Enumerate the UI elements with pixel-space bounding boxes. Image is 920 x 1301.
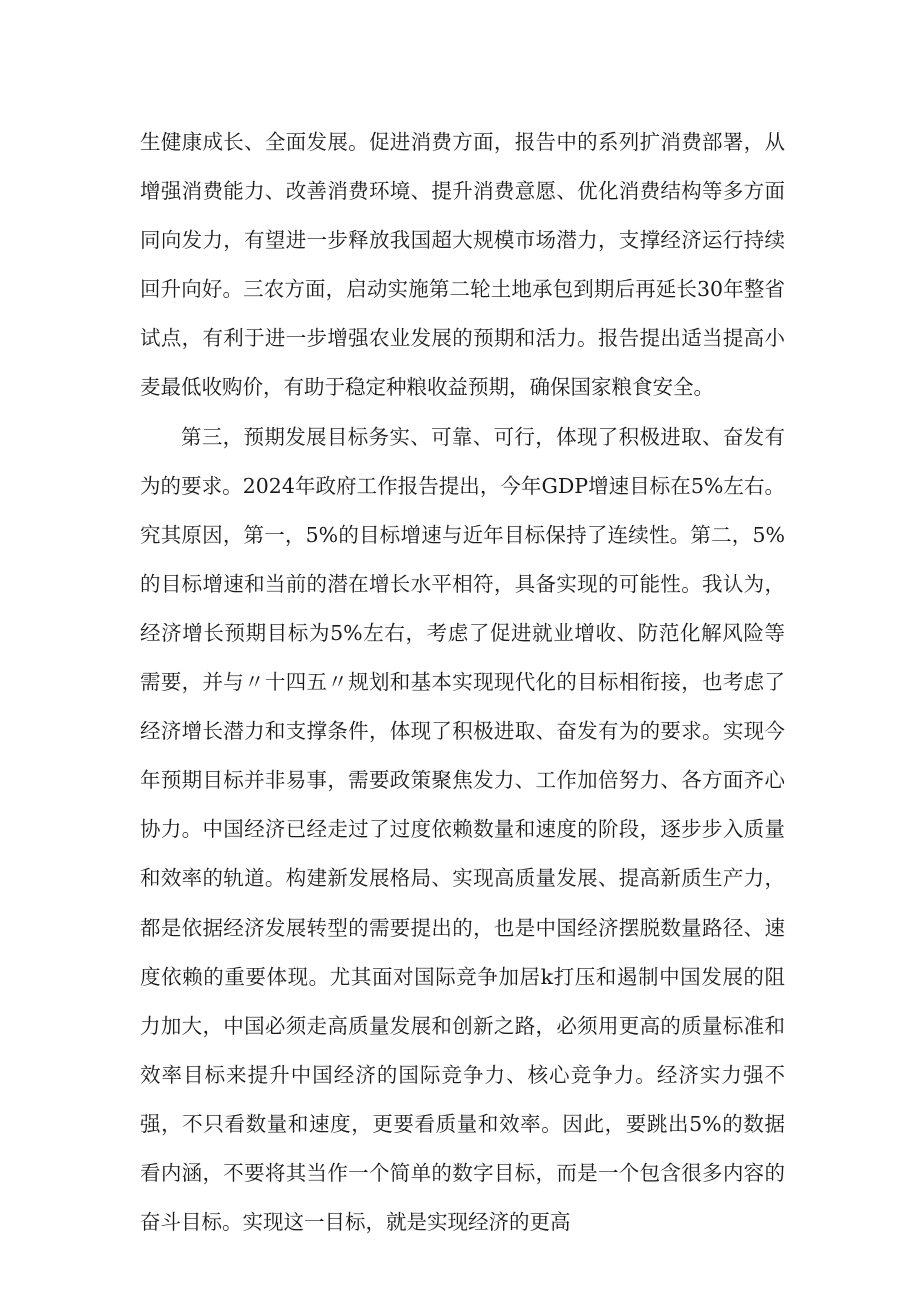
- paragraph-continued: 生健康成长、全面发展。促进消费方面，报告中的系列扩消费部署，从增强消费能力、改善消费环境、提升消费意愿、优化消费结构等多方面同向发力，有望进一步释放我国超大规模市场潜力，支撑经济运行持续回升向好。三农方面，启动实施第二轮土地承包到期后再延长30年整省试点，有利于进一步增强农业发展的预期和活力。报告提出适当提高小麦最低收购价，有助于稳定种粮收益预期，确保国家粮食安全。: [140, 130, 785, 400]
- paragraph-third-point: 第三，预期发展目标务实、可靠、可行，体现了积极进取、奋发有为的要求。2024年政府工作报告提出，今年GDP增速目标在5%左右。究其原因，第一，5%的目标增速与近年目标保持了连续性。第二，5%的目标增速和当前的潜在增长水平相符，具备实现的可能性。我认为，经济增长预期目标为5%左右，考虑了促进就业增收、防范化解风险等需要，并与〃十四五〃规划和基本实现现代化的目标相衔接，也考虑了经济增长潜力和支撑条件，体现了积极进取、奋发有为的要求。实现今年预期目标并非易事，需要政策聚焦发力、工作加倍努力、各方面齐心协力。中国经济已经走过了过度依赖数量和速度的阶段，逐步步入质量和效率的轨道。构建新发展格局、实现高质量发展、提高新质生产力，都是依据经济发展转型的需要提出的，也是中国经济摆脱数量路径、速度依赖的重要体现。尤其面对国际竞争加居k打压和遏制中国发展的阻力加大，中国必须走高质量发展和创新之路，必须用更高的质量标准和效率目标来提升中国经济的国际竞争力、核心竞争力。经济实力强不强，不只看数量和速度，更要看质量和效率。因此，要跳出5%的数据看内涵，不要将其当作一个简单的数字目标，而是一个包含很多内容的奋斗目标。实现这一目标，就是实现经济的更高: [140, 424, 785, 1235]
- body-text: [140, 118, 785, 1247]
